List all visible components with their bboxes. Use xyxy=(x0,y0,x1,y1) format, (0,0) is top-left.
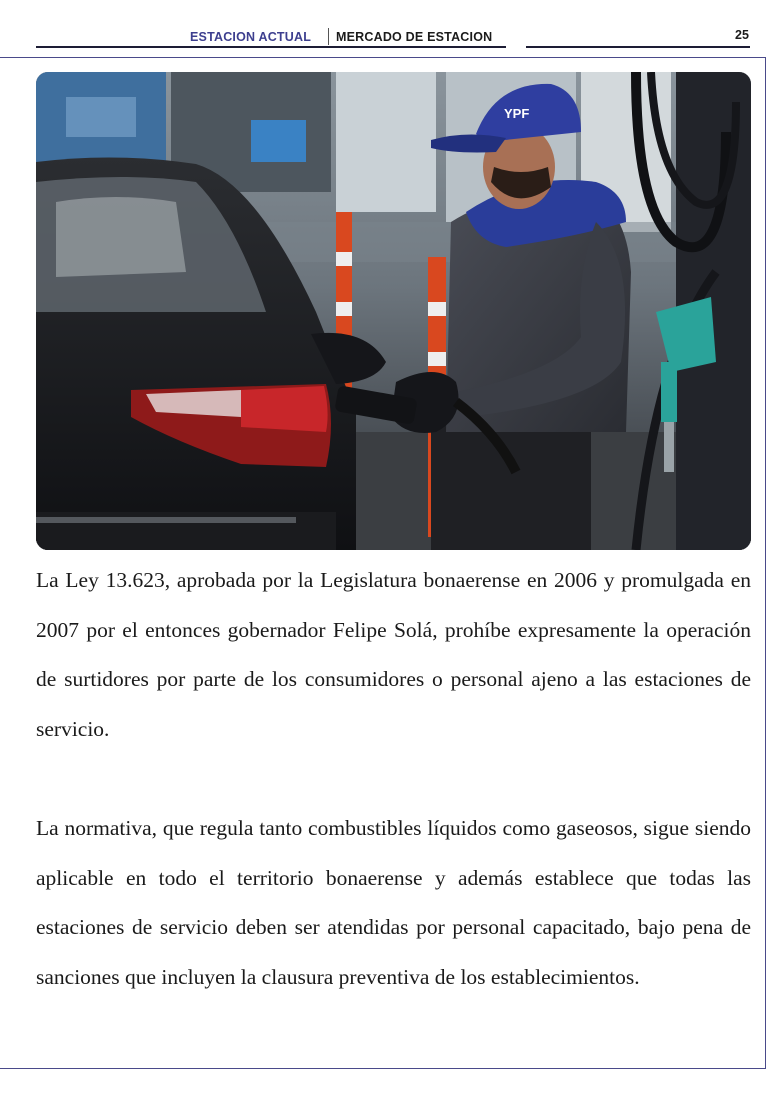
article-photo xyxy=(36,72,751,550)
paragraph-1: La Ley 13.623, aprobada por la Legislatura bonaerense en 2006 y promulgada en 2007 por el entonces gobernador Felipe Solá, prohíbe expresamente la operación de surtidores por parte de los consumidores o personal ajeno a las estaciones de servicio. xyxy=(36,568,751,741)
subsection-name: MERCADO DE ESTACION xyxy=(336,30,493,44)
frame-top-line xyxy=(0,57,766,58)
section-name: ESTACION ACTUAL xyxy=(190,30,312,44)
page-header xyxy=(0,0,779,58)
frame-bottom-line xyxy=(0,1068,766,1069)
article-body xyxy=(36,556,751,1002)
fuel-attendant-illustration xyxy=(36,72,751,550)
page-number: 25 xyxy=(735,28,749,42)
paragraph-2: La normativa, que regula tanto combustibles líquidos como gaseosos, sigue siendo aplicable en todo el territorio bonaerense y además establece que todas las estaciones de servicio deben ser atendidas por personal capacitado, bajo pena de sanciones que incluyen la clausura preventiva de los establecimientos. xyxy=(36,815,751,989)
header-separator xyxy=(328,28,329,45)
header-rule-left xyxy=(36,46,506,48)
header-rule-right xyxy=(526,46,750,48)
frame-right-line xyxy=(765,57,766,1069)
cap-logo: YPF xyxy=(504,106,530,121)
